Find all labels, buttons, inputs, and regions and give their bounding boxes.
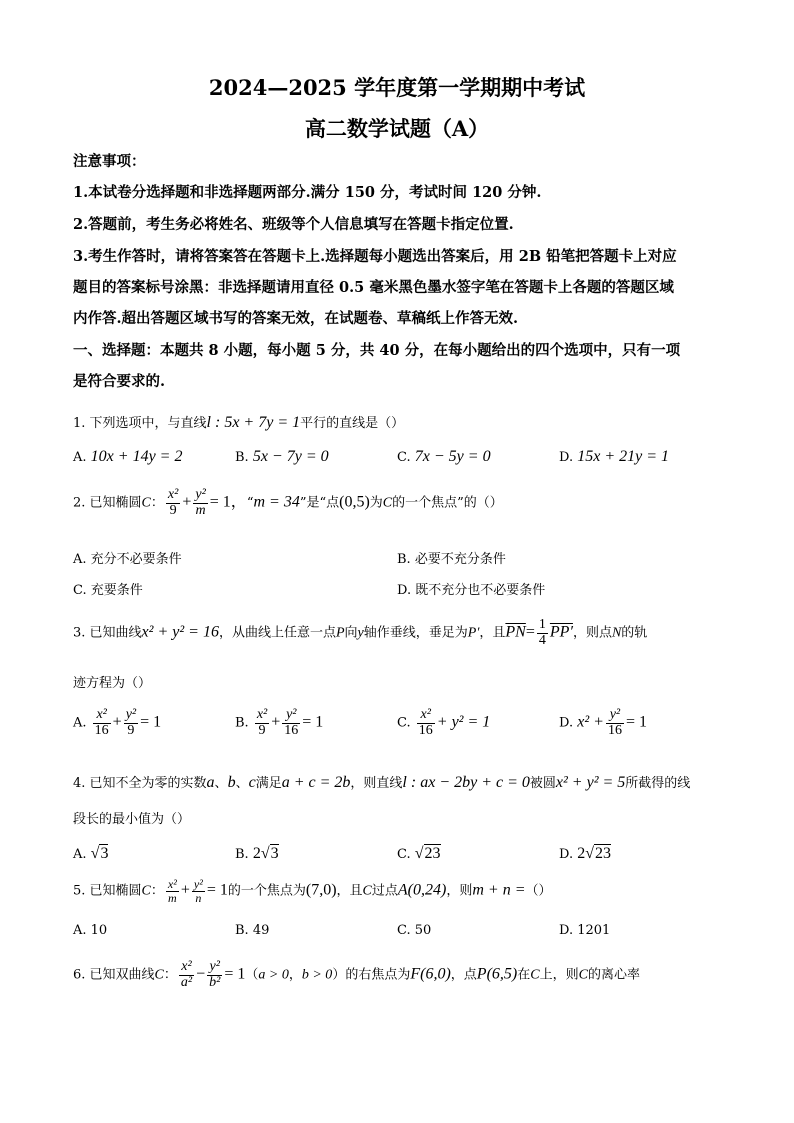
question-1-option-a: A. 10x + 14y = 2 [73,448,183,465]
question-3: 3. 已知曲线x² + y² = 16，从曲线上任意一点P向y轴作垂线，垂足为P′，且$\overline{PN}=$ $\frac{1}{4}$ PP′，则点N的轨 [73,617,648,648]
question-4-option-b: B. 2√3 [235,845,279,862]
question-6: 6. 已知双曲线C： $\frac{\text{x²}}{\text{a²}}$ − $\frac{\text{y²}}{\text{b²}}$ = 1（a > 0，b > 0）的右焦点为F(6,0)，点P(6,5)在C上，则C的离心率 [73,959,640,990]
question-3-option-c: C. $\frac{\text{x²}}{16}$ + y² = 1 [397,707,491,738]
section-heading-line-1: 一、选择题：本题共 8 小题，每小题 5 分，共 40 分，在每小题给出的四个选项中，只有一项 [73,342,681,359]
notice-item-3-line-2: 题目的答案标号涂黑：非选择题请用直径 0.5 毫米黑色墨水签字笔在答题卡上各题的答题区域 [73,279,674,296]
question-1-option-b: B. 5x − 7y = 0 [235,448,329,465]
question-2-option-a: A. 充分不必要条件 [73,552,182,567]
question-4-option-d: D. 2√23 [559,845,612,862]
question-3-option-d: D. x² + $\frac{\text{y²}}{16}$ = 1 [559,707,647,738]
question-5-option-d: D. 1201 [559,923,611,938]
question-2-option-b: B. 必要不充分条件 [397,552,506,567]
exam-title: 2024—2025 学年度第一学期期中考试 [208,75,586,100]
notice-item-1: 1.本试卷分选择题和非选择题两部分.满分 150 分，考试时间 120 分钟. [73,184,542,201]
question-5: 5. 已知椭圆C： $\frac{\text{x²}}{m}$ + $\frac{\text{y²}}{n}$ = 1的一个焦点为(7,0)，且C过点A(0,24)，则m + n =（） [73,877,552,905]
question-1-prefix: 1. 下列选项中，与直线 [73,416,207,431]
question-3-option-b: B. $\frac{\text{x²}}{9}$ + $\frac{\text{y²}}{16}$ = 1 [235,707,324,738]
question-1-option-c: C. 7x − 5y = 0 [397,448,491,465]
notice-item-3-line-3: 内作答.超出答题区域书写的答案无效，在试题卷、草稿纸上作答无效. [73,310,519,327]
question-2-fraction-x: $\frac{\text{x²}}{9}$ [167,487,179,518]
question-1 [73,412,404,432]
question-5-option-a: A. 10 [73,923,108,938]
question-4: 4. 已知不全为零的实数a、b、c满足a + c = 2b，则直线l : ax − 2by + c = 0被圆x² + y² = 5所截得的线 [73,774,691,791]
question-5-option-c: C. 50 [397,923,432,938]
question-1-suffix: 平行的直线是（） [300,416,405,431]
question-4-line-2: 段长的最小值为（） [73,812,191,827]
question-5-option-b: B. 49 [235,923,270,938]
question-2: 2. 已知椭圆C： $\frac{\text{x²}}{9}$ + $\frac{\text{y²}}{m}$ = 1，“m = 34”是“点(0,5)为C的一个焦点”的（） [73,487,503,518]
notice-item-2: 2.答题前，考生务必将姓名、班级等个人信息填写在答题卡指定位置. [73,216,514,233]
question-3-option-a: A. $\frac{\text{x²}}{16}$ + $\frac{\text{y²}}{9}$ = 1 [73,707,162,738]
notice-heading: 注意事项： [73,153,146,170]
question-3-fraction: $\frac{1}{4}$ [538,617,546,648]
notice-item-3-line-1: 3.考生作答时，请将答案答在答题卡上.选择题每小题选出答案后，用 2B 铅笔把答题卡上对应 [73,248,677,265]
question-1-line-equation: l : 5x + 7y = 1 [206,414,301,431]
question-4-option-a: A. √3 [73,845,109,862]
question-2-option-d: D. 既不充分也不必要条件 [397,583,546,598]
question-1-option-d: D. 15x + 21y = 1 [559,448,670,465]
question-4-option-c: C. √23 [397,845,441,862]
exam-subtitle: 高二数学试题（A） [304,116,490,141]
section-heading-line-2: 是符合要求的. [73,373,166,390]
question-2-option-c: C. 充要条件 [73,583,143,598]
question-3-line-2: 迹方程为（） [73,676,152,691]
question-2-fraction-y: $\frac{\text{y²}}{m}$ [195,487,206,518]
